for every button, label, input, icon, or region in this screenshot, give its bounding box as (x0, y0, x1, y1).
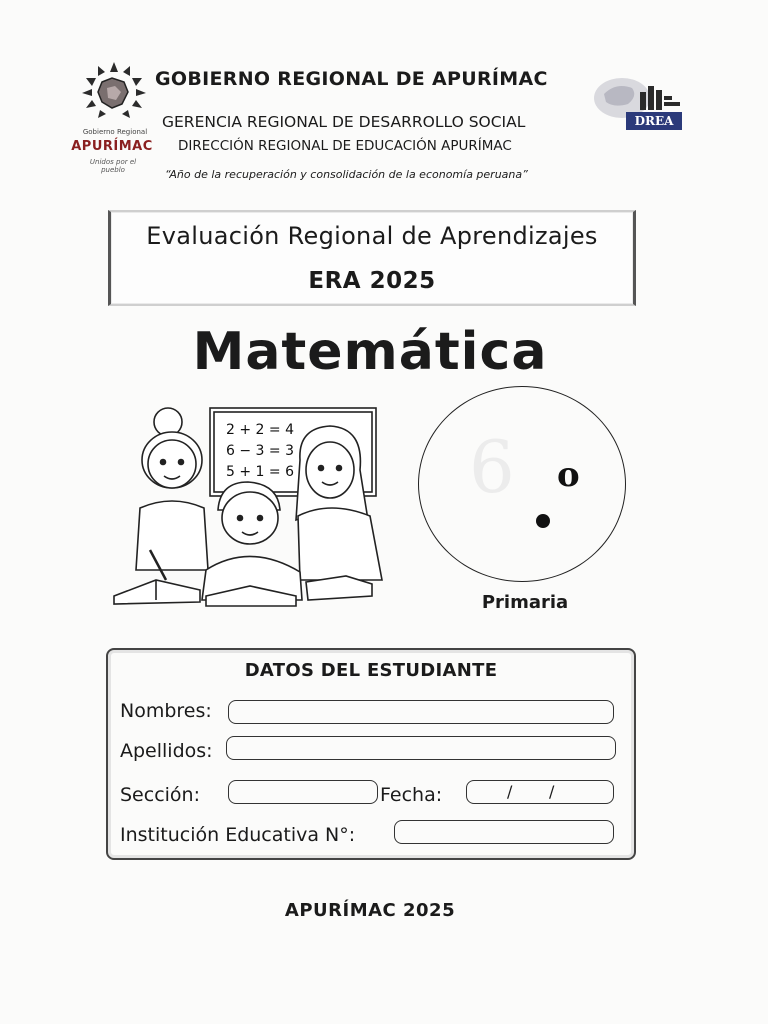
management-subtitle: GERENCIA REGIONAL DE DESARROLLO SOCIAL (162, 113, 526, 131)
school-level: Primaria (481, 592, 569, 613)
evaluation-name: Evaluación Regional de Aprendizajes (146, 222, 598, 250)
date-separator-2: / (549, 782, 555, 801)
drea-logo (592, 74, 688, 132)
evaluation-title-box (108, 210, 636, 306)
evaluation-code: ERA 2025 (308, 268, 436, 294)
logo-caption-small: Gobierno Regional (82, 128, 148, 136)
surnames-label: Apellidos: (120, 740, 213, 762)
section-label: Sección: (120, 784, 200, 806)
subject-title: Matemática (192, 322, 548, 382)
government-title: GOBIERNO REGIONAL DE APURÍMAC (155, 68, 548, 90)
student-data-title: DATOS DEL ESTUDIANTE (244, 660, 498, 681)
institution-field[interactable] (394, 820, 614, 844)
board-equation-2: 6 − 3 = 3 (226, 443, 294, 459)
grade-circle (418, 386, 626, 582)
regional-emblem-icon (78, 60, 150, 126)
board-equation-1: 2 + 2 = 4 (226, 422, 294, 438)
date-field[interactable] (466, 780, 614, 804)
grade-ordinal-mark: o (557, 455, 580, 495)
surnames-field[interactable] (226, 736, 616, 760)
date-separator-1: / (507, 782, 513, 801)
names-field[interactable] (228, 700, 614, 724)
grade-dot (536, 514, 550, 528)
names-label: Nombres: (120, 700, 212, 722)
directorate-subtitle: DIRECCIÓN REGIONAL DE EDUCACIÓN APURÍMAC (178, 138, 512, 154)
drea-label: DREA (634, 114, 674, 128)
logo-tagline: Unidos por el pueblo (89, 158, 137, 174)
section-field[interactable] (228, 780, 378, 804)
footer-region-year: APURÍMAC 2025 (284, 900, 456, 921)
date-label: Fecha: (380, 784, 443, 806)
institution-label: Institución Educativa N°: (120, 824, 356, 846)
year-motto: “Año de la recuperación y consolidación de la economía peruana” (165, 168, 528, 181)
grade-number: 6 (469, 425, 515, 509)
board-equation-3: 5 + 1 = 6 (226, 464, 294, 480)
students-illustration (110, 400, 385, 610)
logo-caption-name: APURÍMAC (71, 139, 153, 154)
student-data-box (106, 648, 636, 860)
gobierno-regional-logo (70, 60, 160, 175)
